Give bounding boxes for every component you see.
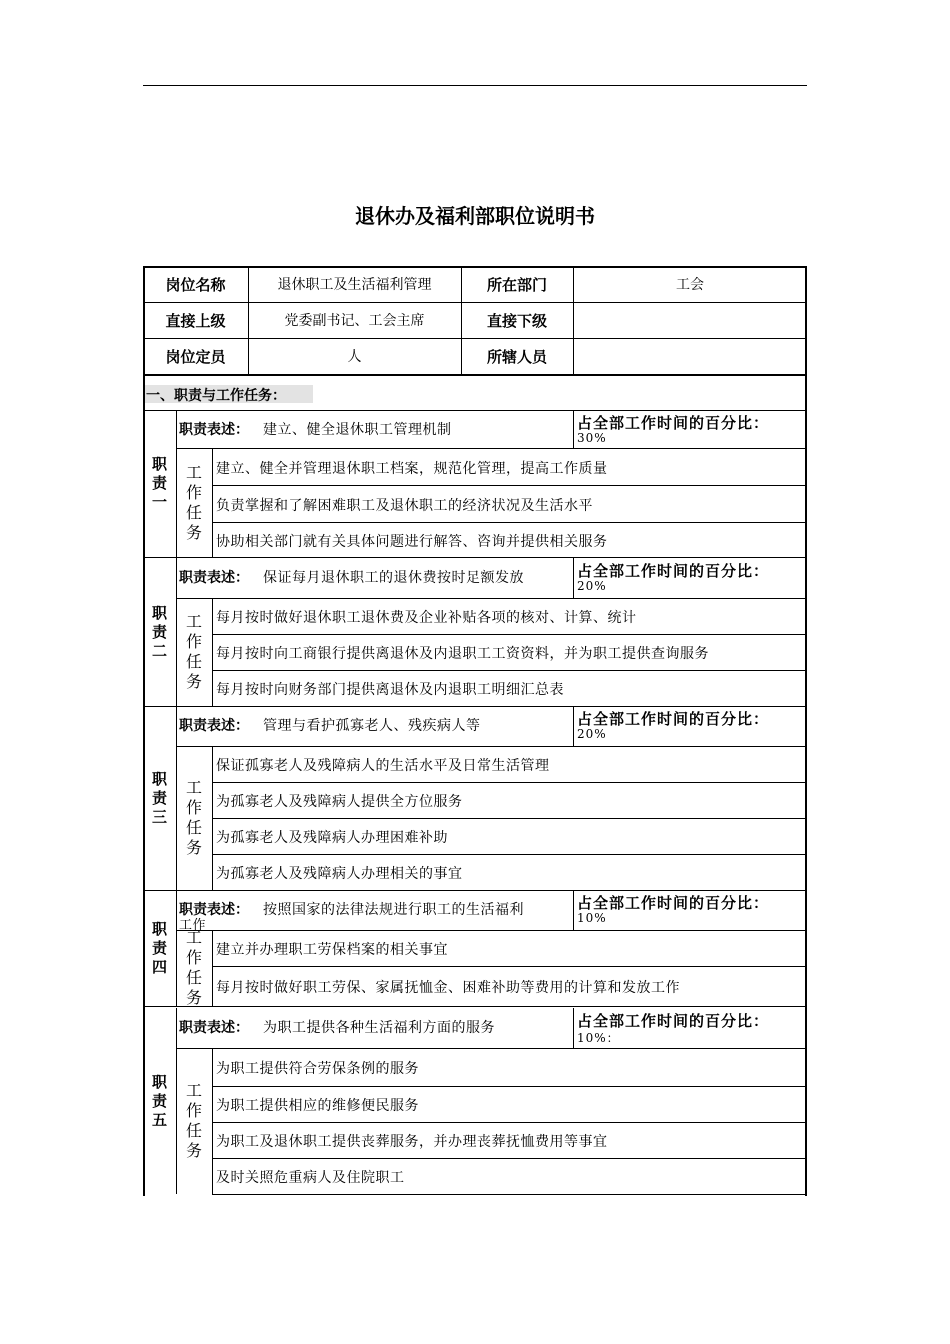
percent-col-divider bbox=[573, 1008, 574, 1048]
task-divider bbox=[212, 966, 807, 967]
department-label: 所在部门 bbox=[486, 275, 547, 294]
section-divider bbox=[143, 410, 807, 411]
percent-label: 占全部工作时间的百分比： bbox=[577, 414, 770, 432]
duty-name-char: 职 bbox=[151, 919, 167, 938]
task-item: 每月按时做好职工劳保、家属抚恤金、困难补助等费用的计算和发放工作 bbox=[216, 980, 680, 996]
percent-value: 20% bbox=[577, 579, 607, 593]
task-item: 为孤寡老人及残障病人办理相关的事宜 bbox=[216, 866, 463, 882]
percent-value: 10%： bbox=[577, 1031, 620, 1045]
task-col-divider bbox=[212, 448, 213, 557]
subordinate-label: 直接下级 bbox=[486, 311, 547, 330]
tasks-label bbox=[176, 930, 212, 1006]
duty-divider bbox=[143, 557, 807, 558]
duty-name-char: 三 bbox=[151, 807, 167, 826]
duty-name-char: 责 bbox=[151, 1091, 167, 1110]
department-value: 工会 bbox=[676, 277, 704, 293]
task-item: 及时关照危重病人及住院职工 bbox=[216, 1170, 405, 1186]
duty-description-label: 职责表述： bbox=[179, 718, 249, 734]
percent-label: 占全部工作时间的百分比： bbox=[577, 710, 770, 728]
tasks-label-char: 任 bbox=[185, 818, 202, 837]
duty-divider bbox=[143, 1006, 807, 1007]
task-item: 每月按时向财务部门提供离退休及内退职工明细汇总表 bbox=[216, 682, 564, 698]
headcount-label: 岗位定员 bbox=[165, 347, 226, 366]
tasks-label-char: 工 bbox=[185, 612, 202, 631]
tasks-label-char: 工 bbox=[185, 462, 202, 482]
task-item: 建立并办理职工劳保档案的相关事宜 bbox=[216, 942, 448, 958]
duty-name bbox=[143, 410, 176, 557]
tasks-label-char: 作 bbox=[185, 948, 202, 967]
percent-value: 20% bbox=[577, 727, 607, 741]
header-rule bbox=[143, 85, 807, 86]
duty-name bbox=[143, 558, 176, 706]
duty-divider bbox=[143, 890, 807, 891]
subordinate-value bbox=[573, 302, 807, 338]
tasks-label-char: 务 bbox=[185, 838, 202, 857]
duty-description: 建立、健全退休职工管理机制 bbox=[263, 422, 452, 438]
duty-name-char: 职 bbox=[151, 769, 167, 788]
superior-label: 直接上级 bbox=[165, 311, 226, 330]
duty-description-label: 职责表述： bbox=[179, 570, 249, 586]
description-divider bbox=[176, 598, 807, 599]
task-divider bbox=[212, 854, 807, 855]
task-divider bbox=[212, 634, 807, 635]
duty-name bbox=[143, 706, 176, 890]
task-item: 为职工提供符合劳保条例的服务 bbox=[216, 1061, 419, 1077]
tasks-label bbox=[176, 448, 212, 557]
tasks-label-char: 工 bbox=[185, 928, 202, 947]
duty-description-wrap: 工作 bbox=[179, 918, 207, 933]
duty-name-char: 责 bbox=[151, 788, 167, 807]
tasks-label-char: 任 bbox=[185, 1121, 202, 1140]
section-heading: 一、职责与工作任务： bbox=[146, 388, 286, 404]
duty-name-char: 责 bbox=[151, 938, 167, 957]
duty-name-char: 四 bbox=[151, 957, 167, 976]
percent-col-divider bbox=[573, 706, 574, 746]
task-item: 保证孤寡老人及残障病人的生活水平及日常生活管理 bbox=[216, 758, 550, 774]
task-item: 每月按时向工商银行提供离退休及内退职工工资资料，并为职工提供查询服务 bbox=[216, 646, 709, 662]
percent-label: 占全部工作时间的百分比： bbox=[577, 1012, 770, 1030]
tasks-label-char: 作 bbox=[185, 632, 202, 651]
duty-description: 管理与看护孤寡老人、残疾病人等 bbox=[263, 718, 481, 734]
duty-description: 按照国家的法律法规进行职工的生活福利 bbox=[263, 902, 524, 918]
tasks-label-char: 作 bbox=[185, 798, 202, 817]
task-col-divider bbox=[212, 930, 213, 1006]
description-divider bbox=[176, 448, 807, 449]
tasks-label-char: 务 bbox=[185, 522, 202, 542]
tasks-label bbox=[176, 1048, 212, 1194]
tasks-label-char: 工 bbox=[185, 778, 202, 797]
duty-divider bbox=[143, 706, 807, 707]
duty-description-label: 职责表述： bbox=[179, 902, 249, 918]
percent-col-divider bbox=[573, 410, 574, 448]
superior-value: 党委副书记、工会主席 bbox=[284, 313, 425, 329]
percent-value: 10% bbox=[577, 911, 607, 925]
page-title: 退休办及福利部职位说明书 bbox=[355, 204, 595, 228]
percent-label: 占全部工作时间的百分比： bbox=[577, 562, 770, 580]
managed-value bbox=[573, 338, 807, 374]
tasks-label bbox=[176, 598, 212, 706]
duty-name bbox=[143, 1008, 176, 1194]
description-divider bbox=[176, 930, 807, 931]
duty-name bbox=[143, 890, 176, 1006]
percent-value: 30% bbox=[577, 431, 607, 445]
tasks-label-char: 务 bbox=[185, 988, 202, 1007]
task-divider bbox=[212, 522, 807, 523]
percent-col-divider bbox=[573, 558, 574, 598]
task-divider bbox=[212, 485, 807, 486]
duty-description-label: 职责表述： bbox=[179, 1020, 249, 1036]
headcount-value: 人 bbox=[347, 349, 362, 365]
duty-divider bbox=[212, 1194, 807, 1195]
duty-name-char: 责 bbox=[151, 622, 167, 641]
duty-name-char: 二 bbox=[151, 641, 167, 660]
tasks-label-char: 作 bbox=[185, 1101, 202, 1120]
tasks-label-char: 作 bbox=[185, 482, 202, 502]
duty-name-char: 职 bbox=[151, 1072, 167, 1091]
tasks-label bbox=[176, 746, 212, 890]
managed-label: 所辖人员 bbox=[486, 347, 547, 366]
task-divider bbox=[212, 1158, 807, 1159]
tasks-label-char: 务 bbox=[185, 672, 202, 691]
task-divider bbox=[212, 782, 807, 783]
duty-name-char: 职 bbox=[151, 603, 167, 622]
tasks-label-char: 任 bbox=[185, 502, 202, 522]
position-name-label: 岗位名称 bbox=[165, 275, 226, 294]
task-col-divider bbox=[212, 1048, 213, 1194]
percent-col-divider bbox=[573, 890, 574, 930]
duty-description: 为职工提供各种生活福利方面的服务 bbox=[263, 1020, 495, 1036]
duty-name-char: 一 bbox=[151, 493, 167, 511]
task-divider bbox=[212, 670, 807, 671]
position-name-value: 退休职工及生活福利管理 bbox=[277, 277, 432, 293]
task-item: 为职工提供相应的维修便民服务 bbox=[216, 1098, 419, 1114]
duty-description: 保证每月退休职工的退休费按时足额发放 bbox=[263, 570, 524, 586]
duty-name-char: 五 bbox=[151, 1110, 167, 1129]
task-divider bbox=[212, 818, 807, 819]
task-item: 协助相关部门就有关具体问题进行解答、咨询并提供相关服务 bbox=[216, 533, 608, 550]
task-item: 为孤寡老人及残障病人办理困难补助 bbox=[216, 830, 448, 846]
task-item: 为孤寡老人及残障病人提供全方位服务 bbox=[216, 794, 463, 810]
task-col-divider bbox=[212, 598, 213, 706]
duty-name-char: 职 bbox=[151, 455, 167, 473]
duty-description-label: 职责表述： bbox=[179, 422, 249, 438]
job-description-table bbox=[143, 266, 807, 1196]
duty-name-char: 责 bbox=[151, 474, 167, 492]
task-divider bbox=[212, 1086, 807, 1087]
task-item: 建立、健全并管理退休职工档案，规范化管理，提高工作质量 bbox=[216, 460, 608, 477]
task-item: 为职工及退休职工提供丧葬服务，并办理丧葬抚恤费用等事宜 bbox=[216, 1134, 608, 1150]
tasks-label-char: 任 bbox=[185, 652, 202, 671]
description-divider bbox=[176, 746, 807, 747]
percent-label: 占全部工作时间的百分比： bbox=[577, 894, 770, 912]
info-row-divider bbox=[143, 374, 807, 376]
table-border-right bbox=[805, 266, 807, 1196]
tasks-label-char: 任 bbox=[185, 968, 202, 987]
tasks-label-char: 务 bbox=[185, 1141, 202, 1160]
task-item: 负责掌握和了解困难职工及退休职工的经济状况及生活水平 bbox=[216, 497, 593, 514]
description-divider bbox=[176, 1048, 807, 1049]
task-item: 每月按时做好退休职工退休费及企业补贴各项的核对、计算、统计 bbox=[216, 610, 637, 626]
tasks-label-char: 工 bbox=[185, 1081, 202, 1100]
task-divider bbox=[212, 1122, 807, 1123]
